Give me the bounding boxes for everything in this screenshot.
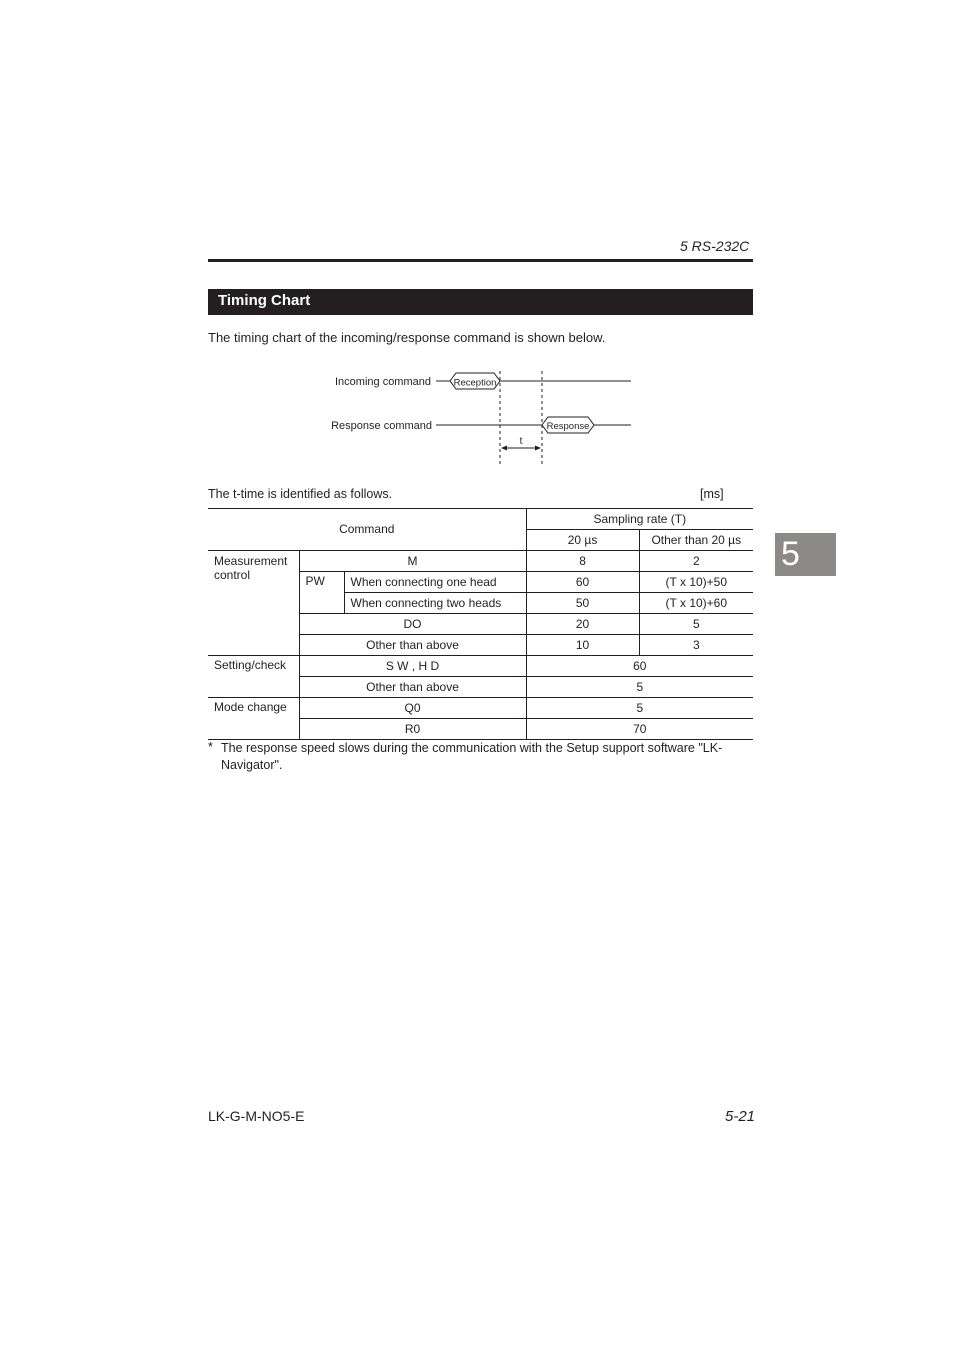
reception-label: Reception: [453, 377, 497, 389]
group-measurement-control: Measurement control: [208, 551, 299, 656]
page-number: 5-21: [725, 1108, 756, 1125]
t-arrow-head-left: [501, 446, 507, 451]
row-value-other: (T x 10)+60: [639, 593, 753, 614]
table-row: [208, 656, 753, 677]
intro-text: The timing chart of the incoming/response command is shown below.: [208, 330, 606, 345]
table-row: [208, 698, 753, 719]
row-value-other: 5: [639, 614, 753, 635]
section-title: Timing Chart: [218, 292, 311, 309]
row-value-20us: 60: [526, 572, 639, 593]
response-command-label: Response command: [331, 420, 432, 432]
row-command: When connecting one head: [344, 572, 526, 593]
row-command: R0: [299, 719, 526, 740]
row-value-other: (T x 10)+50: [639, 572, 753, 593]
row-value: 60: [526, 656, 753, 677]
row-command: When connecting two heads: [344, 593, 526, 614]
col-20us-header: 20 µs: [526, 530, 639, 551]
row-command: S W , H D: [299, 656, 526, 677]
row-value-other: 2: [639, 551, 753, 572]
header-row: [208, 509, 753, 530]
row-command: Other than above: [299, 635, 526, 656]
row-value-20us: 20: [526, 614, 639, 635]
row-value-20us: 50: [526, 593, 639, 614]
col-other-header: Other than 20 µs: [639, 530, 753, 551]
t-time-text: The t-time is identified as follows.: [208, 487, 393, 501]
incoming-command-label: Incoming command: [335, 376, 431, 388]
t-time-table: [208, 508, 753, 740]
group-setting-check: Setting/check: [208, 656, 299, 698]
row-value-20us: 8: [526, 551, 639, 572]
row-command: M: [299, 551, 526, 572]
t-arrow-head-right: [535, 446, 541, 451]
sampling-rate-header: Sampling rate (T): [526, 509, 753, 530]
row-value-20us: 10: [526, 635, 639, 656]
section-bar: [208, 289, 753, 315]
table-row: [208, 551, 753, 572]
group-pw: PW: [299, 572, 344, 614]
row-command: Q0: [299, 698, 526, 719]
chapter-tab: [775, 533, 836, 576]
row-command: Other than above: [299, 677, 526, 698]
row-value: 5: [526, 677, 753, 698]
row-value: 70: [526, 719, 753, 740]
t-label: t: [519, 436, 523, 447]
row-value-other: 3: [639, 635, 753, 656]
response-label: Response: [546, 421, 590, 432]
footnote-text: The response speed slows during the communication with the Setup support software "LK-Navigator".: [221, 741, 723, 772]
doc-code: LK-G-M-NO5-E: [208, 1108, 305, 1124]
footnote-marker: *: [208, 740, 213, 754]
unit-label: [ms]: [700, 487, 724, 501]
group-mode-change: Mode change: [208, 698, 299, 740]
row-value: 5: [526, 698, 753, 719]
chapter-tab-number: 5: [781, 535, 800, 573]
timing-diagram: [320, 365, 640, 470]
chapter-header: 5 RS-232C: [680, 238, 750, 254]
header-rule: [208, 259, 753, 262]
row-command: DO: [299, 614, 526, 635]
command-header: Command: [208, 509, 526, 551]
